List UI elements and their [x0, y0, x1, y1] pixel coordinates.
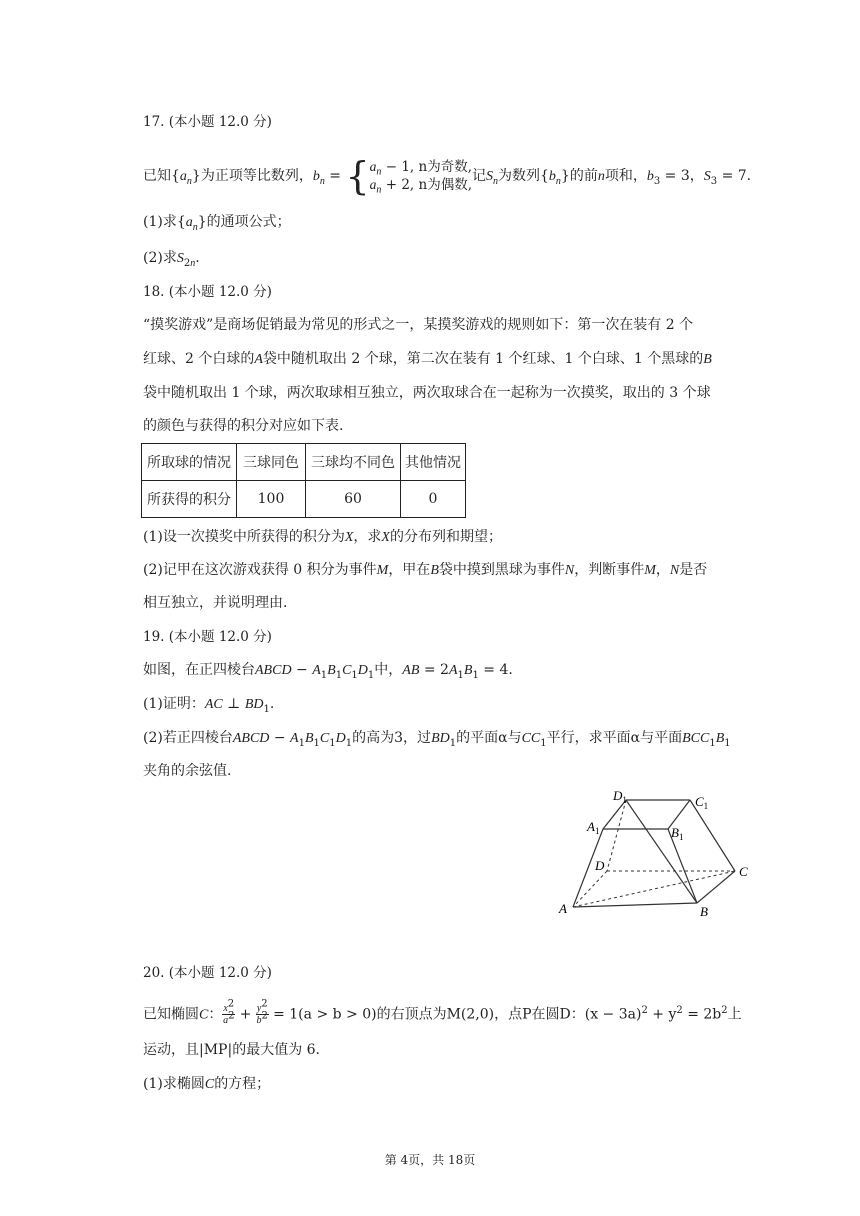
q19-stem: 如图，在正四棱台ABCD − $A_1B_1C_1D_1$中，AB = $2A_1B_1 = 4$.: [143, 662, 513, 681]
piecewise-brace: {: [345, 154, 370, 198]
fraction-x2-a2: $\frac{x^2}{a^2}$: [223, 998, 235, 1026]
q19-part1: (1)证明：AC ⊥ $BD_1$.: [143, 696, 275, 715]
q18-part1: (1)设一次摸奖中所获得的积分为X，求X的分布列和期望；: [143, 529, 502, 545]
label-b1: $B_1$: [671, 825, 684, 842]
label-b: B: [700, 904, 708, 919]
label-d1: $D_1$: [613, 788, 627, 805]
table-cell: 三球同色: [237, 444, 306, 481]
q18-line4: 的颜色与获得的积分对应如下表.: [143, 418, 344, 434]
q17-part2: (2)求$S_{2n}$.: [143, 250, 200, 269]
table-cell: 所取球的情况: [142, 444, 237, 481]
q20-part1: (1)求椭圆C的方程；: [143, 1076, 271, 1092]
fraction-y2-b2: $\frac{y^2}{b^2}$: [256, 998, 268, 1026]
q19-part2-line2: 夹角的余弦值.: [143, 763, 232, 779]
q20-line2: 运动，且|MP|的最大值为 6.: [143, 1042, 320, 1058]
table-row: [142, 481, 466, 518]
q19-part2: (2)若正四棱台ABCD − $A_1B_1C_1D_1$的高为3，过$BD_1$的平面α与$CC_1$平行，求平面α与平面$BCC_1B_1$: [143, 730, 731, 749]
score-table: [141, 443, 466, 518]
table-cell: 60: [306, 481, 401, 518]
piecewise-cases: $a_n - 1$, n为奇数, $a_n + 2$, n为偶数,: [369, 159, 472, 196]
label-a: A: [559, 901, 567, 916]
q18-heading: 18. (本小题 12.0 分): [143, 284, 272, 300]
q18-line2: 红球、2 个白球的A袋中随机取出 2 个球，第二次在装有 1 个红球、1 个白球、1 个黑球的B: [143, 351, 712, 367]
q18-part2-line2: 相互独立，并说明理由.: [143, 595, 288, 611]
table-cell: 0: [401, 481, 466, 518]
q20-heading: 20. (本小题 12.0 分): [143, 965, 272, 981]
page-footer: 第 4页，共 18页: [384, 1153, 476, 1167]
q18-line3: 袋中随机取出 1 个球，两次取球相互独立，两次取球合在一起称为一次摸奖，取出的 3 个球: [143, 385, 711, 401]
q17-heading: 17. (本小题 12.0 分): [143, 114, 272, 130]
q18-part2: (2)记甲在这次游戏获得 0 积分为事件M，甲在B袋中摸到黑球为事件N，判断事件M，N是否: [143, 562, 708, 578]
q19-heading: 19. (本小题 12.0 分): [143, 629, 272, 645]
label-c: C: [739, 864, 748, 879]
q18-line1: “摸奖游戏”是商场促销最为常见的形式之一，某摸奖游戏的规则如下：第一次在装有 2 个: [143, 317, 694, 333]
label-c1: $C_1$: [695, 794, 709, 811]
label-d: D: [595, 858, 605, 873]
label-a1: $A_1$: [587, 819, 600, 836]
table-cell: 所获得的积分: [142, 481, 237, 518]
table-cell: 100: [237, 481, 306, 518]
table-cell: 其他情况: [401, 444, 466, 481]
table-cell: 三球均不同色: [306, 444, 401, 481]
q17-part1: (1)求$\{a_n\}$的通项公式；: [143, 214, 291, 233]
table-row: [142, 444, 466, 481]
frustum-figure: [555, 785, 755, 925]
q20-stem: 已知椭圆C： $\frac{x^2}{a^2}$ + $\frac{y^2}{b^2}$ = 1(a > b > 0)的右顶点为M(2,0)，点P在圆D：$(x - 3a)^2 + y^2 = 2b^2$上: [143, 998, 742, 1026]
q17-stem: 已知$\{a_n\}$为正项等比数列，$b_n$ = { $a_n - 1$, n为奇数, $a_n + 2$, n为偶数, 记$S_n$为数列$\{b_n\}$的前n项和，$b_3 = 3$，$S_3 = 7$.: [143, 154, 752, 198]
